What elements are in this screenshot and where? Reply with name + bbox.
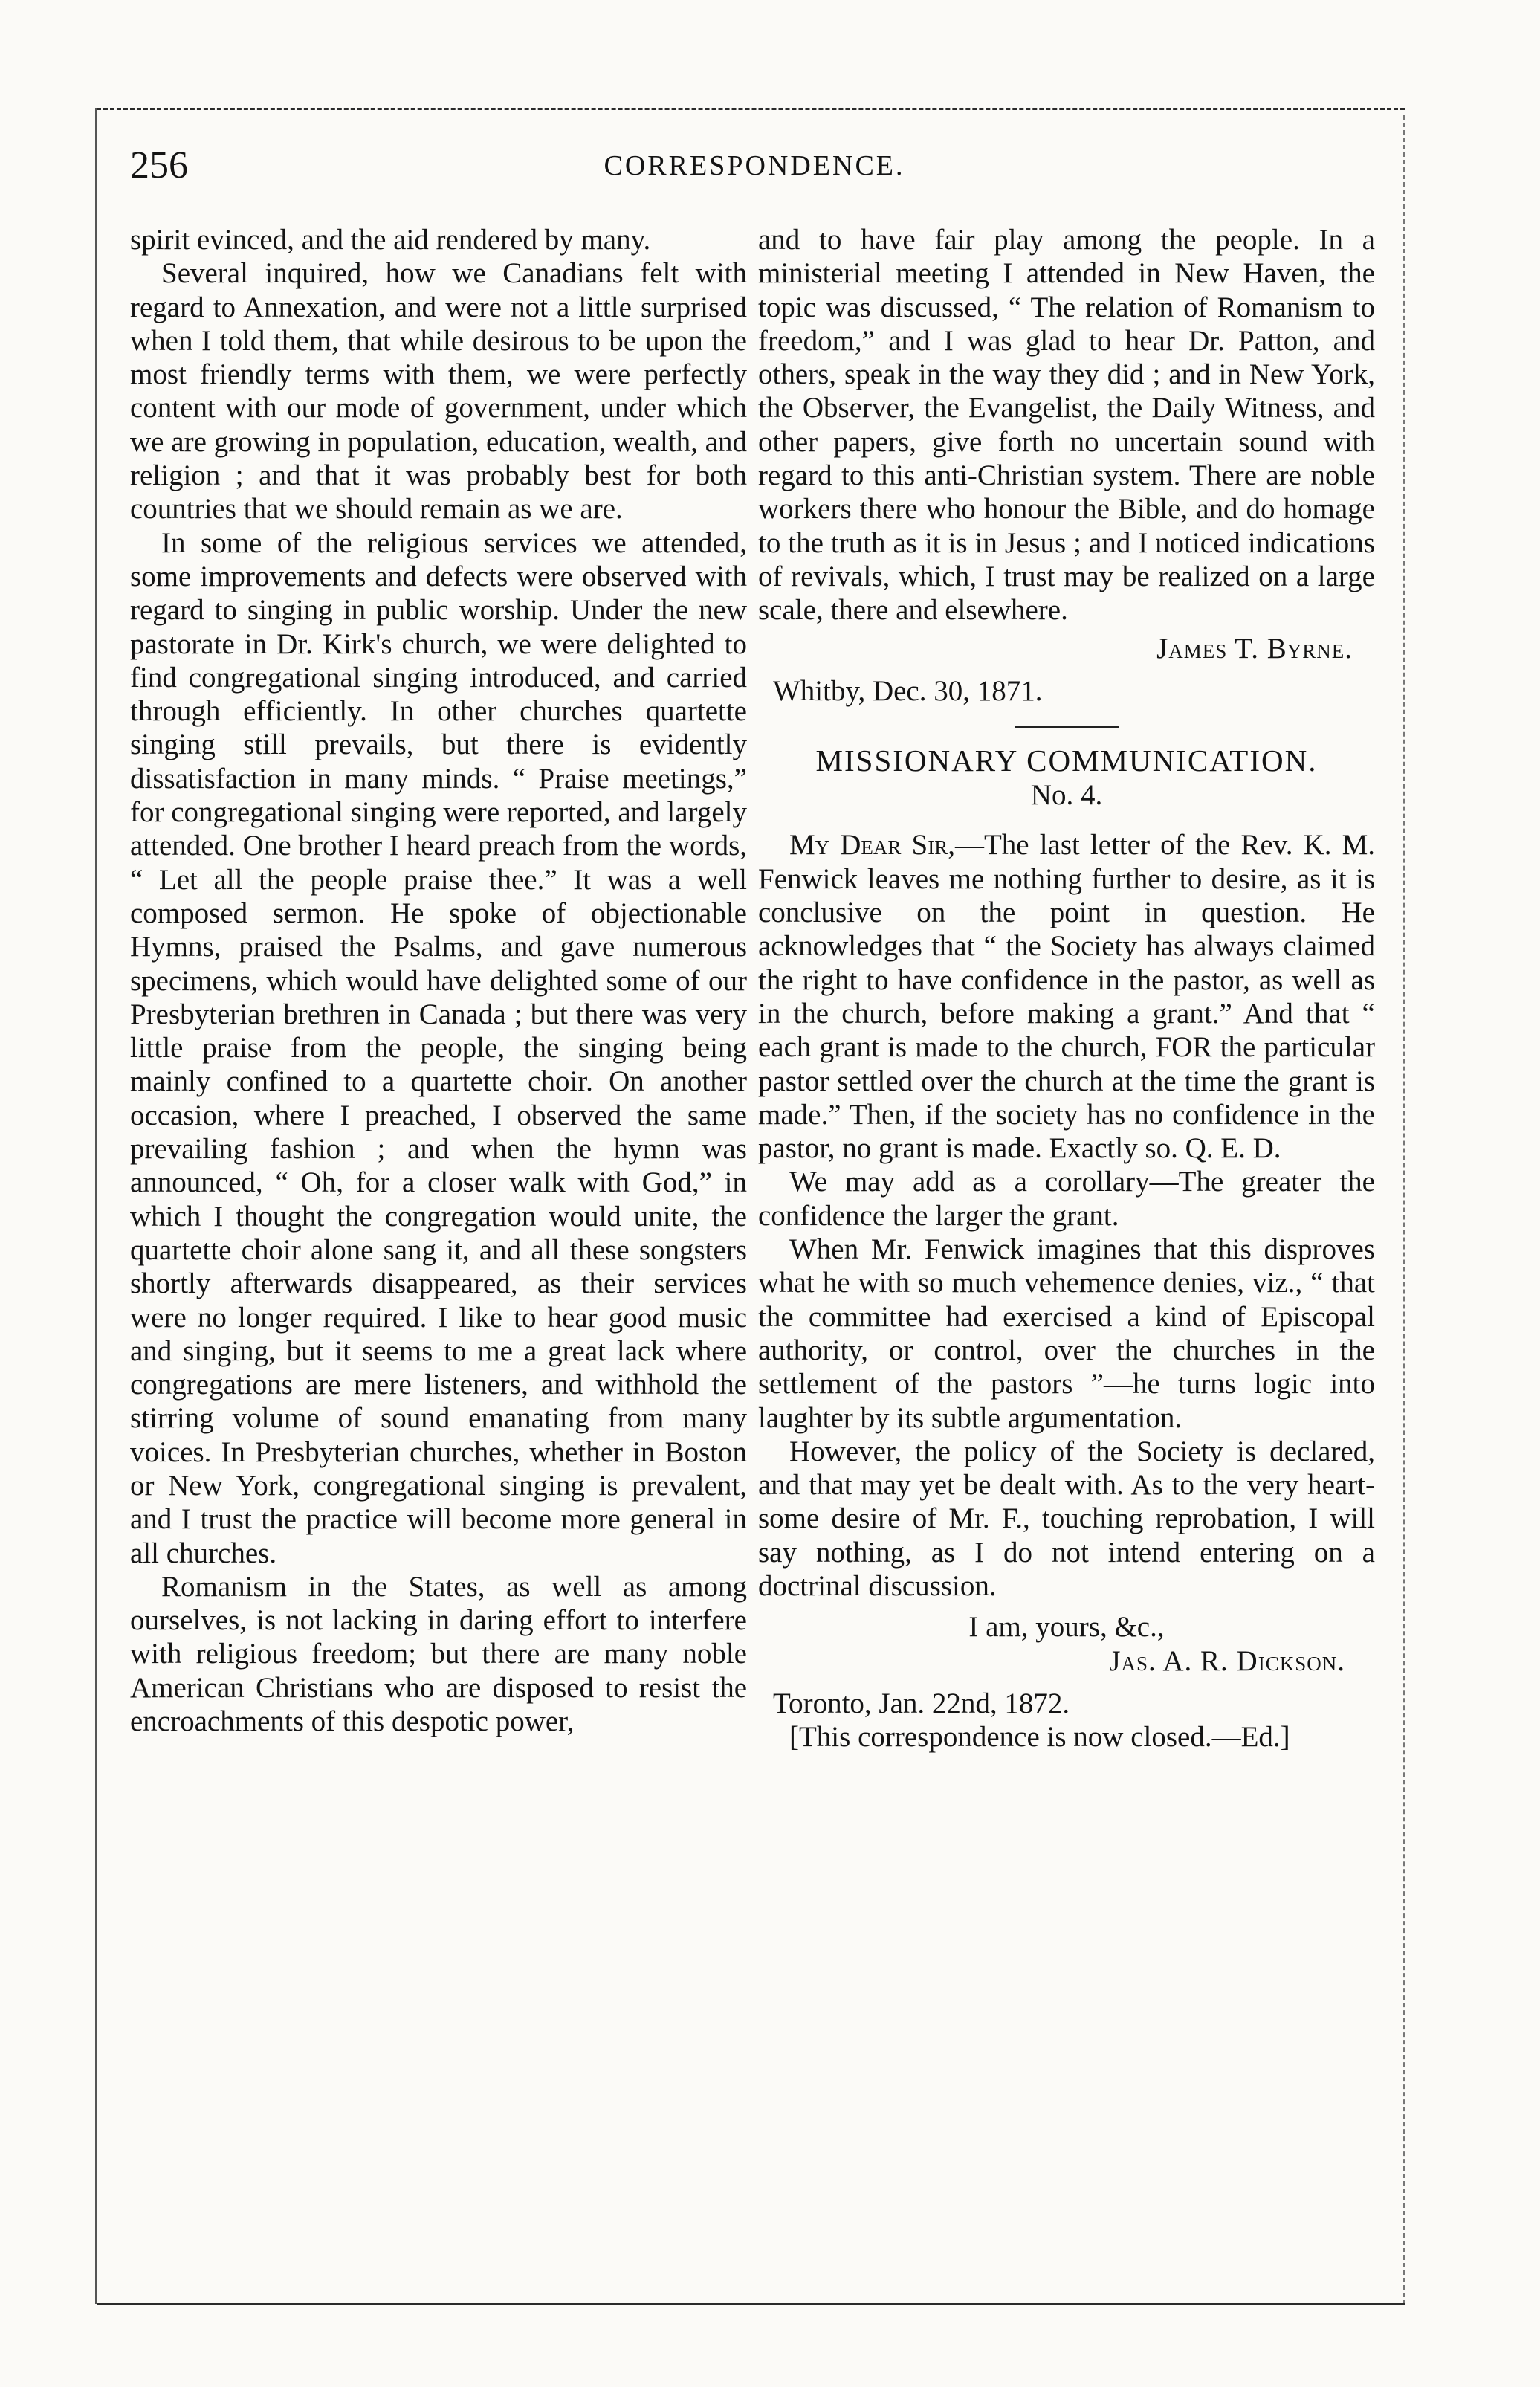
letter-paragraph: We may add as a corollary—The greater the confidence the larger the grant. xyxy=(758,1166,1375,1232)
paragraph: Several inquired, how we Canadians felt with regard to Annexation, and were not a little surprised when I told them, that while desirous to be upon the most friendly terms with them, we were perfectly content with our mode of government, under which we are growing in population, education, wealth, and religion ; and that it was probably best for both countries that we should remain as we are. xyxy=(130,257,747,526)
page-number: 256 xyxy=(130,144,188,187)
editor-note: [This correspondence is now closed.—Ed.] xyxy=(789,1721,1290,1754)
left-rule xyxy=(95,108,97,2304)
closing: I am, yours, &c., xyxy=(968,1611,1165,1644)
section-number: No. 4. xyxy=(1030,779,1103,812)
paragraph: spirit evinced, and the aid rendered by many. xyxy=(130,224,651,256)
signature: James T. Byrne. xyxy=(1156,632,1353,665)
page-header xyxy=(130,140,1379,192)
right-column xyxy=(758,223,1375,1754)
left-column xyxy=(130,223,747,1738)
signature: Jas. A. R. Dickson. xyxy=(1109,1644,1345,1677)
paragraph: In some of the religious services we attended, some improvements and defects were observed with regard to singing in public worship. Under the new pastorate in Dr. Kirk's church, we were delighted to find congregational singing introduced, and carried through efficiently. In other churches quartette singing still prevails, but there is evidently dissatisfaction in many minds. “ Praise meetings,” for congregational singing were reported, and largely attended. One brother I heard preach from the words, “ Let all the people praise thee.” It was a well composed sermon. He spoke of objectionable Hymns, praised the Psalms, and gave numerous specimens, which would have delighted some of our Presbyterian brethren in Canada ; but there was very little praise from the people, the singing being mainly confined to a quartette choir. On another occasion, where I preached, I observed the same prevailing fashion ; and when the hymn was announced, “ Oh, for a closer walk with God,” in which I thought the congregation would unite, the quartette choir alone sang it, and all these songsters shortly afterwards disappeared, as their services were no longer required. I like to hear good music and singing, but it seems to me a great lack where congregations are mere listeners, and withhold the stirring volume of sound emanating from many voices. In Presbyterian churches, whether in Boston or New York, congregational singing is prevalent, and I trust the practice will become more general in all churches. xyxy=(130,526,747,1569)
paragraph: and to have fair play among the people. In a ministerial meeting I attended in New Haven, the topic was discussed, “ The relation of Romanism to freedom,” and I was glad to hear Dr. Patton, and others, speak in the way they did ; and in New York, the Observer, the Evangelist, the Daily Witness, and other papers, give forth no uncertain sound with regard to this anti-Christian system. There are noble workers there who honour the Bible, and do homage to the truth as it is in Jesus ; and I noticed indications of revivals, which, I trust may be realized on a large scale, there and elsewhere. xyxy=(758,224,1375,627)
section-divider xyxy=(1015,726,1119,728)
salutation: My Dear Sir, xyxy=(789,829,955,862)
top-rule xyxy=(97,108,1405,110)
right-rule xyxy=(1403,115,1405,2304)
paragraph: Romanism in the States, as well as among ourselves, is not lacking in daring effort to interfere with religious freedom; but there are many noble American Christians who are disposed to resist the encroachments of this despotic power, xyxy=(130,1570,747,1738)
place-date: Whitby, Dec. 30, 1871. xyxy=(773,674,1043,707)
letter-text: —The last letter of the Rev. K. M. Fenwick leaves me nothing further to desire, as it is conclusive on the point in question. He acknowledges that “ the Society has always claimed the right to have confidence in the pastor, as well as in the church, before making a grant.” And that “ each grant is made to the church, FOR the particular pastor settled over the church at the time the grant is made.” Then, if the society has no confidence in the pastor, no grant is made. Exactly so. Q. E. D. xyxy=(758,829,1376,1165)
letter-paragraph: When Mr. Fenwick imagines that this disproves what he with so much vehemence denies, viz., “ that the committee had exercised a kind of Episcopal authority, or control, over the churches in the settlement of the pastors ”—he turns logic into laughter by its subtle argumentation. xyxy=(758,1233,1375,1434)
bottom-rule xyxy=(97,2303,1405,2305)
place-date: Toronto, Jan. 22nd, 1872. xyxy=(773,1687,1070,1719)
letter-paragraph xyxy=(758,828,1375,1165)
running-title: CORRESPONDENCE. xyxy=(604,150,905,181)
letter-paragraph: However, the policy of the Society is declared, and that may yet be dealt with. As to the very heart-some desire of Mr. F., touching reprobation, I will say nothing, as I do not intend entering on a doctrinal discussion. xyxy=(758,1435,1375,1602)
section-title: MISSIONARY COMMUNICATION. xyxy=(815,743,1318,778)
